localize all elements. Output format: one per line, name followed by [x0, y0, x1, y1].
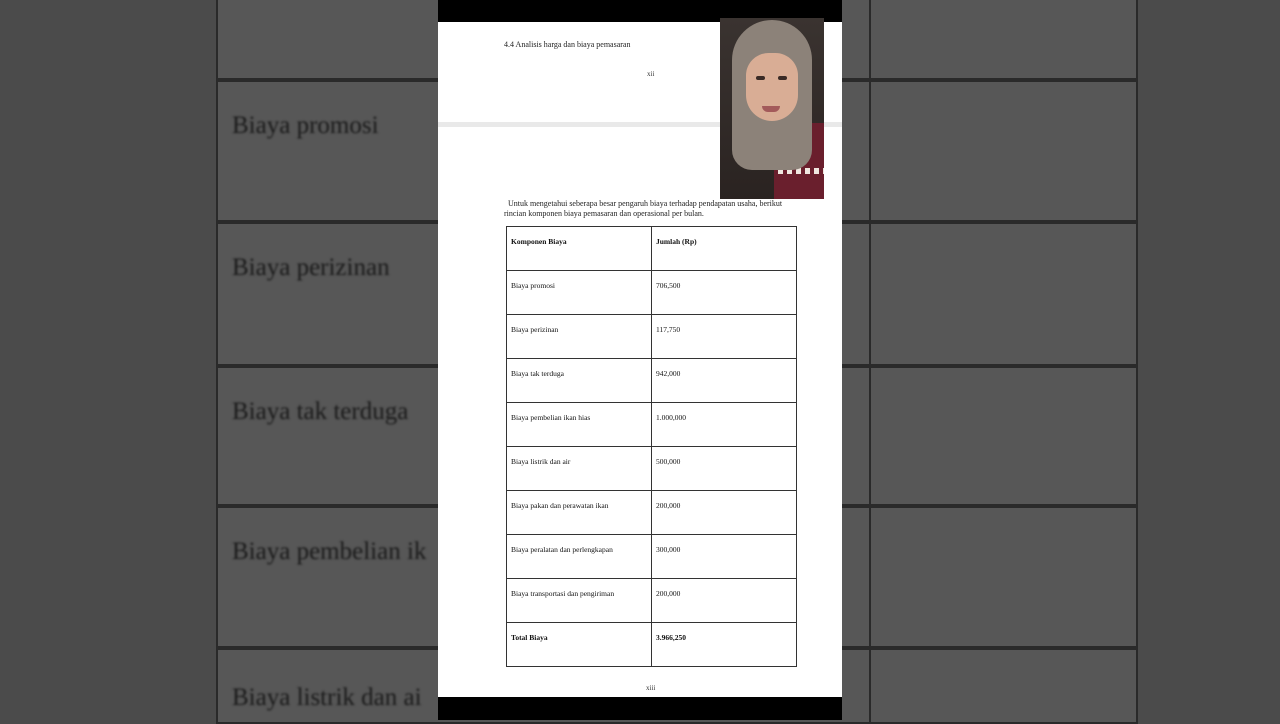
cost-table [506, 226, 797, 667]
table-cell-amount: 1.000,000 [652, 403, 797, 447]
table-cell-amount: 117,750 [652, 315, 797, 359]
intro-paragraph: Untuk mengetahui seberapa besar pengaruh biaya terhadap pendapatan usaha, berikut rincian komponen biaya pemasaran dan operasional per bulan. [504, 199, 783, 218]
table-cell-component: Biaya pakan dan perawatan ikan [507, 491, 652, 535]
table-row [507, 579, 797, 623]
table-row [507, 359, 797, 403]
background-row-label: Biaya promosi [232, 112, 379, 139]
table-cell-amount: 300,000 [652, 535, 797, 579]
table-cell-component: Biaya peralatan dan perlengkapan [507, 535, 652, 579]
table-cell-component: Biaya promosi [507, 271, 652, 315]
background-left-margin [0, 0, 216, 720]
table-row [507, 315, 797, 359]
table-row [507, 447, 797, 491]
table-header-row [507, 227, 797, 271]
table-header-cell: Jumlah (Rp) [652, 227, 797, 271]
page-number-top: xii [647, 70, 655, 78]
table-cell-amount: 942,000 [652, 359, 797, 403]
background-right-margin [1138, 0, 1280, 720]
table-cell-amount: 200,000 [652, 491, 797, 535]
table-cell-component: Biaya tak terduga [507, 359, 652, 403]
table-cell-amount: 200,000 [652, 579, 797, 623]
table-cell-component: Biaya perizinan [507, 315, 652, 359]
table-total-label: Total Biaya [507, 623, 652, 667]
table-cell-amount: 500,000 [652, 447, 797, 491]
background-row-label: Biaya perizinan [232, 254, 390, 281]
table-row [507, 403, 797, 447]
table-cell-amount: 706,500 [652, 271, 797, 315]
table-total-row [507, 623, 797, 667]
eye-icon [778, 76, 787, 80]
table-row [507, 491, 797, 535]
background-row-label: Biaya tak terduga [232, 398, 409, 425]
page-number-bottom: xiii [646, 684, 656, 692]
background-row-label: Biaya listrik dan ai [232, 684, 422, 711]
table-row [507, 535, 797, 579]
table-total-amount: 3.966,250 [652, 623, 797, 667]
table-header-cell: Komponen Biaya [507, 227, 652, 271]
table-cell-component: Biaya pembelian ikan hias [507, 403, 652, 447]
section-heading: 4.4 Analisis harga dan biaya pemasaran [504, 40, 631, 49]
webcam-overlay [720, 18, 824, 199]
table-cell-component: Biaya transportasi dan pengiriman [507, 579, 652, 623]
table-row [507, 271, 797, 315]
background-row-label: Biaya pembelian ik [232, 538, 427, 565]
eye-icon [756, 76, 765, 80]
table-cell-component: Biaya listrik dan air [507, 447, 652, 491]
